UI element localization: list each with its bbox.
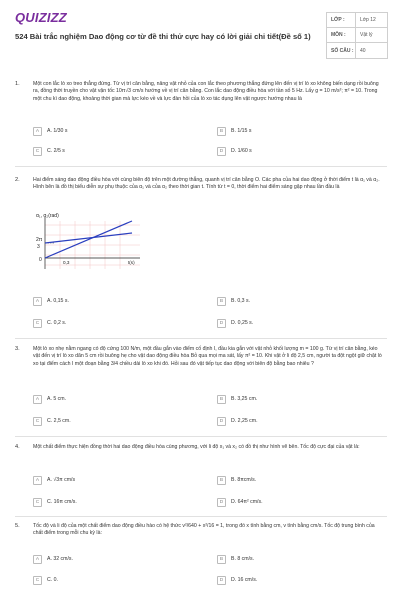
option-b[interactable] (217, 474, 256, 486)
y-tick-top: 2π (36, 237, 43, 243)
alpha2-line (45, 233, 132, 243)
question-divider (15, 436, 387, 437)
option-text: A. √3π cm/s (47, 477, 76, 483)
option-text: C. 2/5 s (47, 148, 65, 154)
question-text: Một lò xo nhẹ nằm ngang có độ cứng 100 N/m, một đầu gắn vào điểm cố định I, đầu kia gắn với vật nhỏ khối lượng m = 100 g. Từ vị trí cân bằng, kéo vật đến vị trí lò xo dãn 5 cm rồi buông hẹ cho vật dao động điều hòa Bỏ qua mọi ma sát, lấy π² = 10. Khi vật ở li độ 2,5 cm, người ta đột ngột giữ chặt lò xo tại điểm cách I một đoạn bằng 3/4 chiều dài lò xo khi đó. Hỏi sau đó vật tiếp tục dao động với biên độ bằng bao nhiêu ? (33, 346, 382, 367)
option-text: A. 0,15 s. (47, 298, 69, 304)
option-a[interactable] (33, 553, 73, 565)
meta-key: SỐ CÂU : (331, 47, 354, 54)
option-letter-box: D (217, 417, 226, 426)
option-letter-box: D (217, 498, 226, 507)
option-letter-box: A (33, 476, 42, 485)
option-text: B. 1/15 s (231, 128, 252, 134)
option-c[interactable] (33, 415, 71, 427)
option-letter-box: C (33, 319, 42, 328)
question-number: 1. (15, 81, 20, 87)
graph-ylabel: α₁, α₂(rad) (36, 213, 59, 219)
option-letter-box: B (217, 297, 226, 306)
option-d[interactable] (217, 415, 258, 427)
meta-key: MÔN : (331, 32, 346, 38)
meta-row-subject (327, 28, 387, 43)
worksheet-header (0, 0, 400, 66)
option-letter-box: D (217, 319, 226, 328)
option-c[interactable] (33, 317, 66, 329)
option-letter-box: C (33, 417, 42, 426)
y-zero: 0 (39, 257, 42, 263)
option-text: A. 5 cm. (47, 396, 67, 402)
alpha1-line (45, 221, 132, 258)
option-letter-box: D (217, 576, 226, 585)
option-b[interactable] (217, 553, 254, 565)
option-letter-box: C (33, 498, 42, 507)
option-letter-box: D (217, 147, 226, 156)
option-text: D. 2,25 cm. (231, 418, 258, 424)
option-d[interactable] (217, 145, 252, 157)
meta-row-grade (327, 13, 387, 28)
x-tick-1: 0,3 (63, 260, 70, 265)
question-text: Một con lắc lò xo treo thẳng đứng. Từ vị trí cân bằng, nâng vật nhỏ của con lắc theo phương thẳng đứng lên đến vị trí lò xo không biến dạng rồi buông ra, đồng thời truyền cho vật vận tốc 10π√3 cm/s hướng về vị trí cân bằng. Con lắc dao động điều hòa với tần số 5 Hz. Lấy g = 10 m/s²; π² = 10. Trong một chu kì dao động, khoảng thời gian mà lực kéo về và lực đàn hồi của lò xo tác dụng lên vật ngược hướng nhau là (33, 81, 379, 102)
question-text: Hai điểm sáng dao động điều hòa với cùng biên độ trên một đường thẳng, quanh vị trí cân bằng O. Các pha của hai dao động ở thời điểm t là α₁ và α₂. Hình bên là đồ thị biểu diễn sự phụ thuộc của α₁ và của α₂ theo thời gian t. Tính từ t = 0, thời điểm hai điểm sáng gặp nhau lần đầu là (33, 177, 380, 191)
option-letter-box: A (33, 297, 42, 306)
question-text: Một chất điểm thực hiện đồng thời hai dao động điều hòa cùng phương, với li độ x₁ và x₂ có đồ thị như hình vẽ bên. Tốc độ cực đại của vật là: (33, 444, 360, 450)
phase-time-graph (30, 213, 142, 273)
option-a[interactable] (33, 125, 67, 137)
option-a[interactable] (33, 295, 69, 307)
option-d[interactable] (217, 496, 263, 508)
option-text: C. 2,5 cm. (47, 418, 71, 424)
worksheet-title: 524 Bài trắc nghiệm Dao động cơ từ đề thi thử cực hay có lời giải chi tiết(Đề số 1) (15, 32, 311, 41)
option-d[interactable] (217, 317, 253, 329)
option-letter-box: A (33, 395, 42, 404)
option-a[interactable] (33, 474, 75, 486)
option-text: B. 8 cm/s. (231, 556, 255, 562)
question-divider (15, 166, 387, 167)
question-divider (15, 338, 387, 339)
option-letter-box: C (33, 147, 42, 156)
meta-value: 40 (355, 43, 387, 58)
y-tick-bottom: 3 (37, 244, 40, 250)
option-text: B. 0,3 s. (231, 298, 251, 304)
option-c[interactable] (33, 145, 65, 157)
worksheet-meta-table (326, 12, 388, 59)
option-b[interactable] (217, 393, 257, 405)
option-letter-box: B (217, 555, 226, 564)
option-text: A. 32 cm/s. (47, 556, 73, 562)
question-text: Tốc độ và li độ của một chất điểm dao động điều hào có hệ thức v²/640 + x²/16 = 1, trong đó x tính bằng cm, v tính bằng cm/s. Tốc độ trung bình của chất điểm trong mỗi chu kỳ là: (33, 523, 375, 537)
option-text: C. 0,2 s. (47, 320, 67, 326)
meta-row-count (327, 43, 387, 58)
option-text: D. 64π² cm/s. (231, 499, 263, 505)
option-text: B. 3,25 cm. (231, 396, 258, 402)
option-c[interactable] (33, 574, 58, 586)
option-d[interactable] (217, 574, 257, 586)
option-b[interactable] (217, 295, 250, 307)
option-a[interactable] (33, 393, 66, 405)
question-number: 3. (15, 346, 20, 352)
option-letter-box: B (217, 395, 226, 404)
option-letter-box: B (217, 476, 226, 485)
option-text: A. 1/30 s (47, 128, 68, 134)
option-letter-box: A (33, 127, 42, 136)
meta-value: Vật lý (355, 28, 387, 42)
option-c[interactable] (33, 496, 77, 508)
option-text: D. 0,25 s. (231, 320, 254, 326)
quizizz-logo: QUIZIZZ (15, 10, 67, 25)
question-number: 2. (15, 177, 20, 183)
meta-value: Lớp 12 (355, 13, 387, 27)
x-tick-2: t(s) (128, 260, 135, 265)
option-text: C. 16π cm/s. (47, 499, 77, 505)
option-letter-box: C (33, 576, 42, 585)
option-letter-box: B (217, 127, 226, 136)
option-text: D. 1/60 s (231, 148, 252, 154)
question-number: 4. (15, 444, 20, 450)
question-number: 5. (15, 523, 20, 529)
option-text: B. 8πcm/s. (231, 477, 257, 483)
option-b[interactable] (217, 125, 251, 137)
meta-key: LỚP : (331, 17, 345, 23)
option-text: D. 16 cm/s. (231, 577, 258, 583)
option-letter-box: A (33, 555, 42, 564)
option-text: C. 0. (47, 577, 58, 583)
question-divider (15, 516, 387, 517)
